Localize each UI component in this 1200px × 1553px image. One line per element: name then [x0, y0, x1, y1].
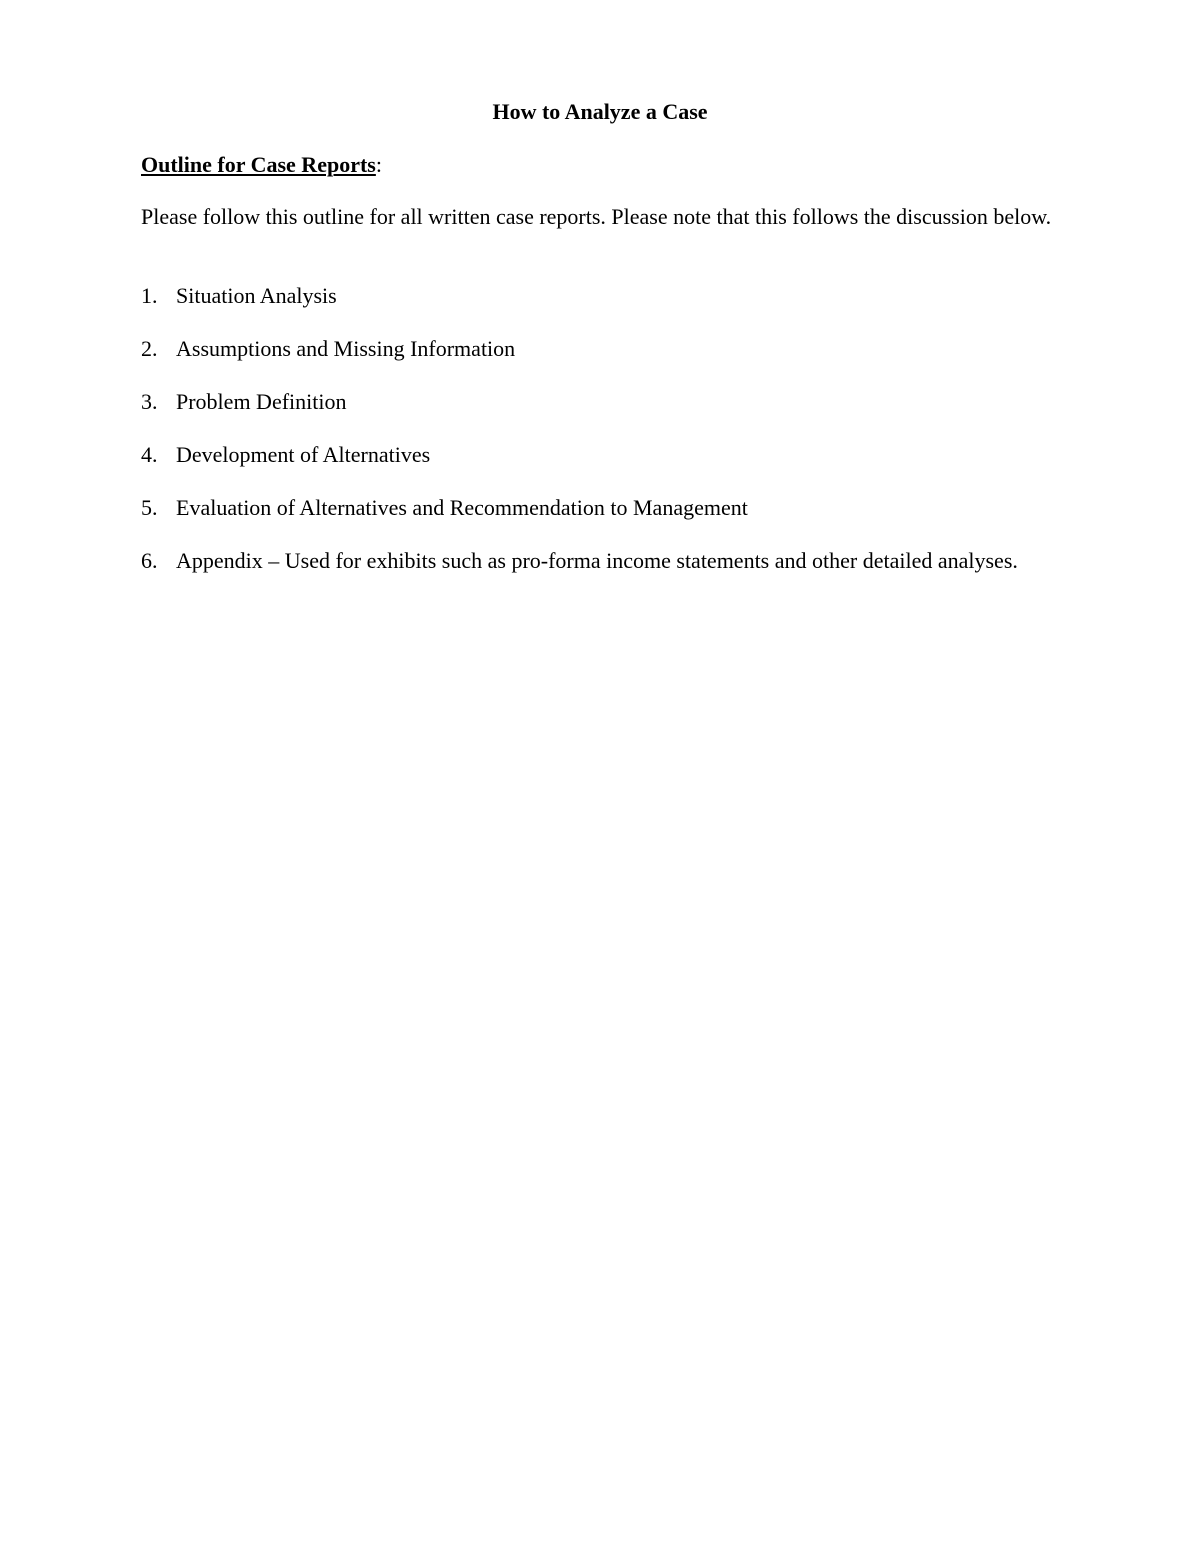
outline-item-text: Development of Alternatives	[176, 442, 431, 467]
outline-item-situation-analysis	[141, 283, 1061, 309]
outline-item-number: 3.	[141, 389, 158, 414]
outline-item-text: Appendix – Used for exhibits such as pro-forma income statements and other detailed analyses.	[176, 548, 1018, 573]
outline-item-problem-definition	[141, 389, 1061, 415]
outline-item-text: Evaluation of Alternatives and Recommendation to Management	[176, 495, 748, 520]
outline-item-number: 4.	[141, 442, 158, 467]
outline-item-number: 1.	[141, 283, 158, 308]
intro-paragraph: Please follow this outline for all written case reports. Please note that this follows the discussion below.	[141, 204, 1052, 229]
outline-item-text: Assumptions and Missing Information	[176, 336, 516, 361]
outline-item-text: Situation Analysis	[176, 283, 337, 308]
outline-item-appendix	[141, 548, 1061, 574]
outline-item-development	[141, 442, 1061, 468]
section-heading-colon: :	[375, 152, 382, 177]
outline-list	[141, 283, 1061, 601]
outline-item-assumptions	[141, 336, 1061, 362]
outline-item-number: 2.	[141, 336, 158, 361]
section-heading	[141, 151, 382, 179]
section-heading-label: Outline for Case Reports	[141, 152, 376, 177]
outline-item-number: 6.	[141, 548, 158, 573]
outline-item-evaluation	[141, 495, 1061, 521]
document-title: How to Analyze a Case	[492, 99, 708, 124]
outline-item-text: Problem Definition	[176, 389, 347, 414]
outline-item-number: 5.	[141, 495, 158, 520]
